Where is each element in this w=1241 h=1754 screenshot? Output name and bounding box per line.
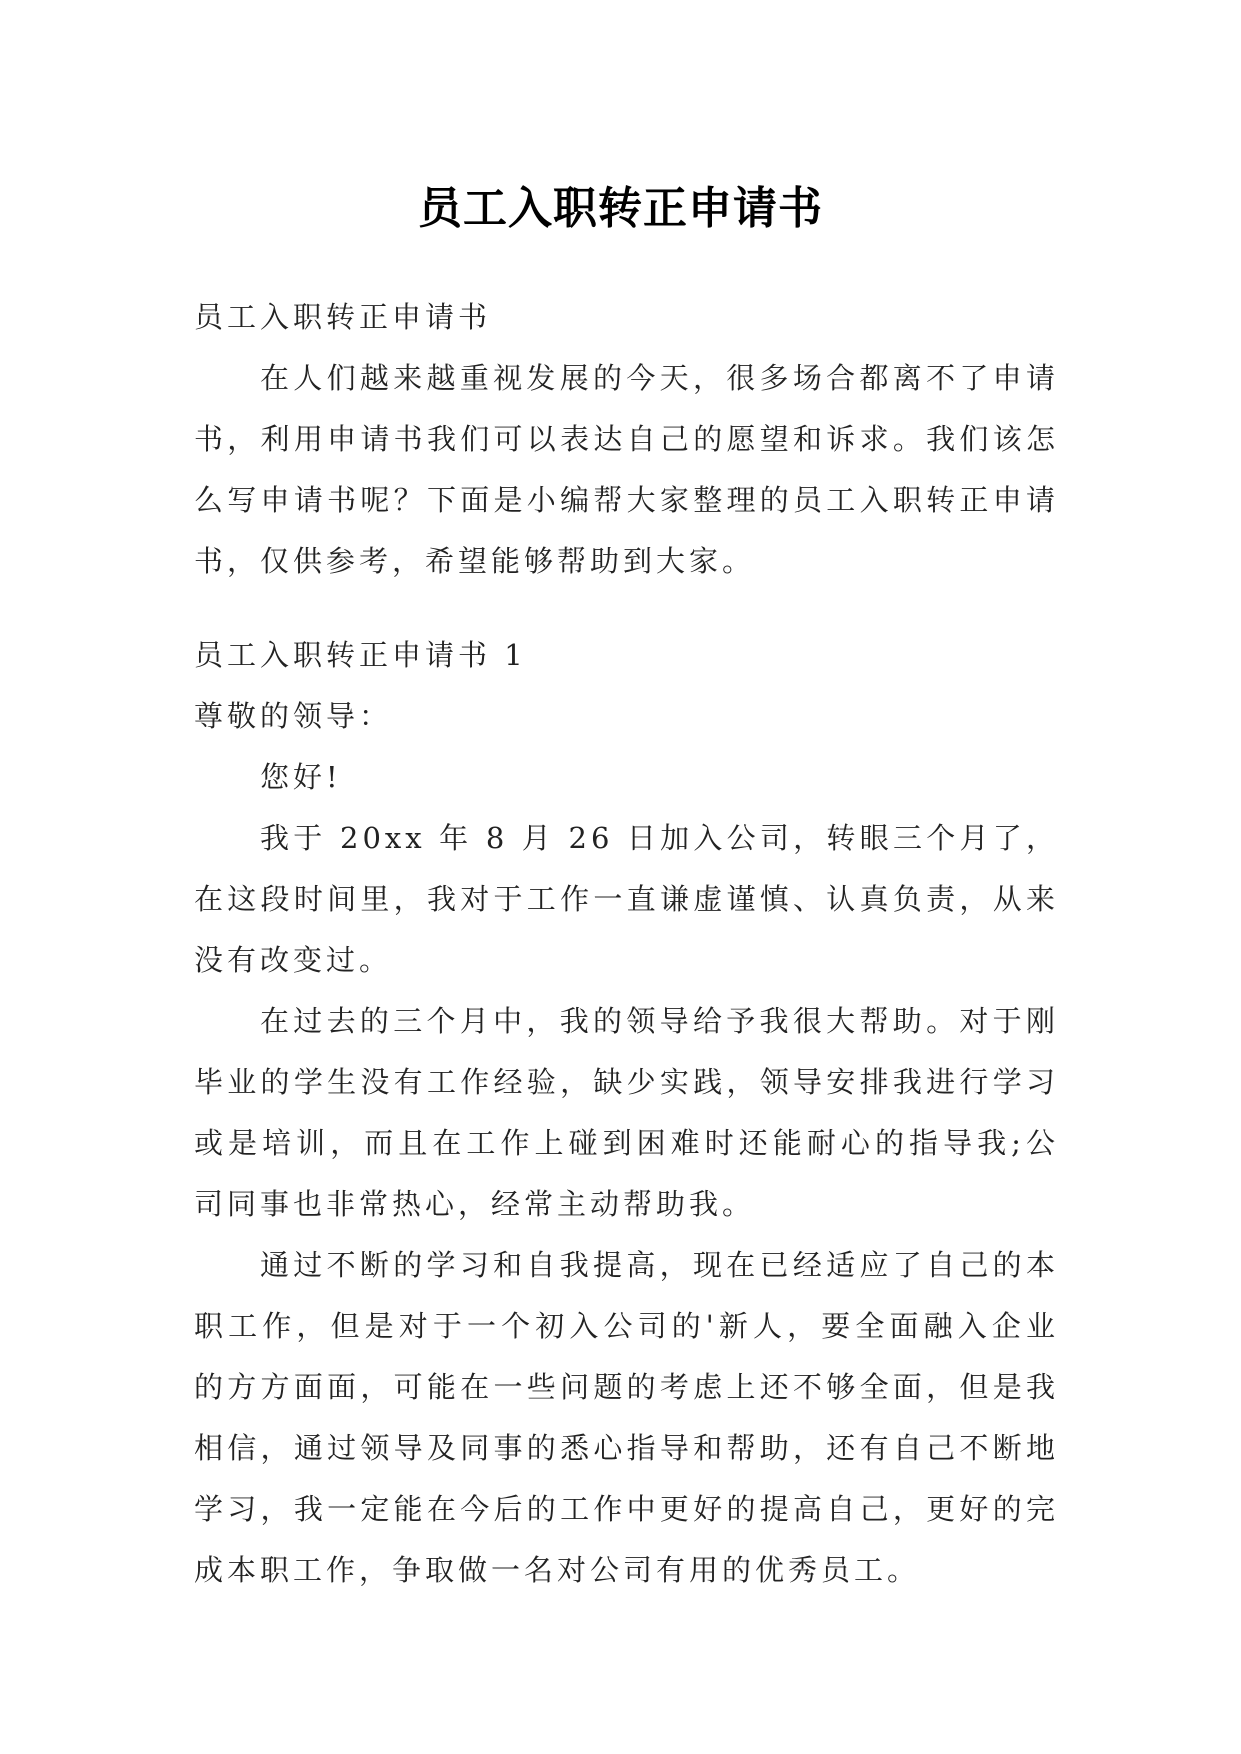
body-paragraph-2: 在过去的三个月中，我的领导给予我很大帮助。对于刚毕业的学生没有工作经验，缺少实践，领导安排我进行学习或是培训，而且在工作上碰到困难时还能耐心的指导我;公司同事也非常热心，经常主动帮助我。	[194, 1004, 1059, 1221]
greeting: 您好!	[260, 760, 342, 794]
document-body	[194, 287, 1059, 1601]
body-paragraph-3: 通过不断的学习和自我提高，现在已经适应了自己的本职工作，但是对于一个初入公司的'新人，要全面融入企业的方方面面，可能在一些问题的考虑上还不够全面，但是我相信，通过领导及同事的悉心指导和帮助，还有自己不断地学习，我一定能在今后的工作中更好的提高自己，更好的完成本职工作，争取做一名对公司有用的优秀员工。	[194, 1248, 1059, 1587]
document-subtitle: 员工入职转正申请书	[194, 300, 492, 334]
document-title: 员工入职转正申请书	[418, 183, 823, 235]
section-heading: 员工入职转正申请书 1	[194, 638, 527, 672]
body-paragraph-1: 我于 20xx 年 8 月 26 日加入公司，转眼三个月了，在这段时间里，我对于工作一直谦虚谨慎、认真负责，从来没有改变过。	[194, 821, 1059, 977]
salutation: 尊敬的领导：	[194, 699, 393, 733]
intro-paragraph: 在人们越来越重视发展的今天，很多场合都离不了申请书，利用申请书我们可以表达自己的愿望和诉求。我们该怎么写申请书呢？下面是小编帮大家整理的员工入职转正申请书，仅供参考，希望能够帮助到大家。	[194, 361, 1059, 578]
